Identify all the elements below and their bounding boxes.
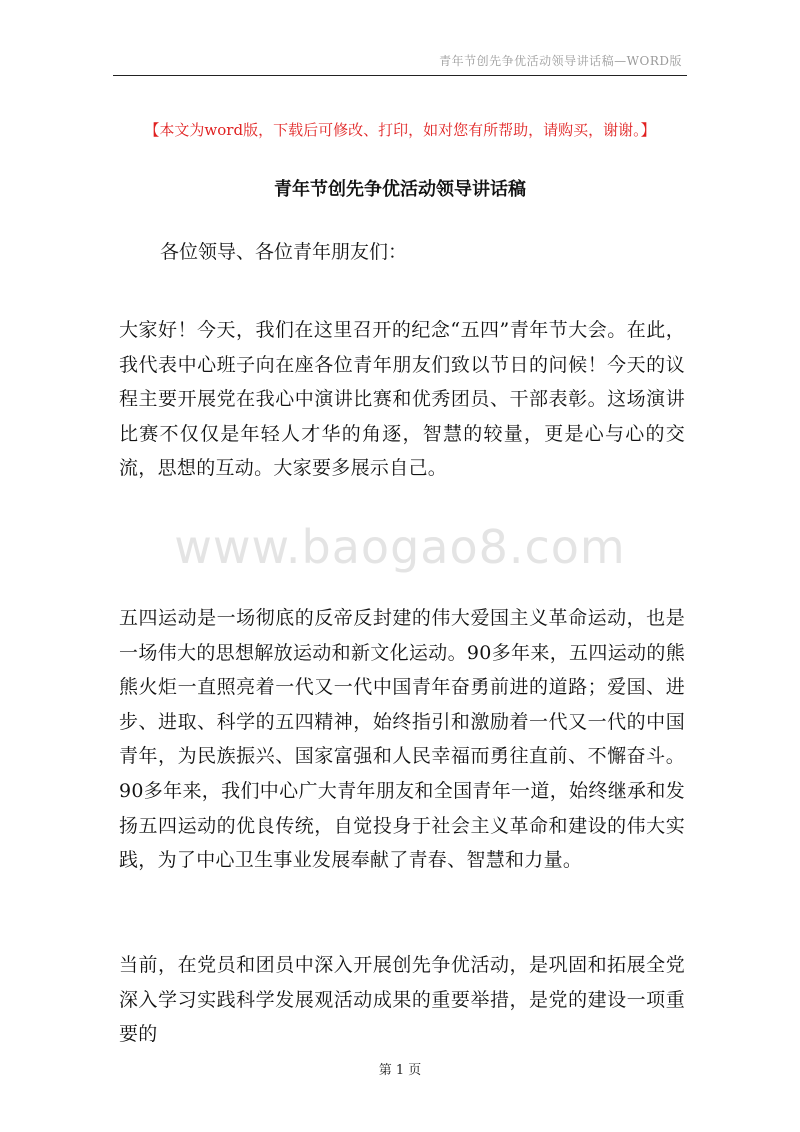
paragraph-1: 大家好！今天，我们在这里召开的纪念“五四”青年节大会。在此，我代表中心班子向在座各位青年朋友们致以节日的问候！今天的议程主要开展党在我心中演讲比赛和优秀团员、干部表彰。这场演讲比赛不仅仅是年轻人才华的角逐，智慧的较量，更是心与心的交流，思想的互动。大家要多展示自己。 — [119, 319, 685, 480]
page-number: 第 1 页 — [378, 1063, 422, 1078]
watermark: www.baogao8.com — [174, 520, 626, 574]
document-title: 青年节创先争优活动领导讲话稿 — [274, 179, 526, 200]
salutation: 各位领导、各位青年朋友们： — [160, 241, 408, 263]
header-divider — [113, 75, 687, 76]
paragraph-3: 当前，在党员和团员中深入开展创先争优活动，是巩固和拓展全党深入学习实践科学发展观活动成果的重要举措，是党的建设一项重要的 — [119, 954, 685, 1046]
download-notice: 【本文为word版，下载后可修改、打印，如对您有所帮助，请购买，谢谢。】 — [144, 121, 656, 139]
running-header: 青年节创先争优活动领导讲话稿—WORD版 — [439, 54, 682, 68]
paragraph-2: 五四运动是一场彻底的反帝反封建的伟大爱国主义革命运动，也是一场伟大的思想解放运动和新文化运动。90多年来，五四运动的熊熊火炬一直照亮着一代又一代中国青年奋勇前进的道路；爱国、进步、进取、科学的五四精神，始终指引和激励着一代又一代的中国青年，为民族振兴、国家富强和人民幸福而勇往直前、不懈奋斗。90多年来，我们中心广大青年朋友和全国青年一道，始终继承和发扬五四运动的优良传统，自觉投身于社会主义革命和建设的伟大实践，为了中心卫生事业发展奉献了青春、智慧和力量。 — [119, 607, 685, 872]
